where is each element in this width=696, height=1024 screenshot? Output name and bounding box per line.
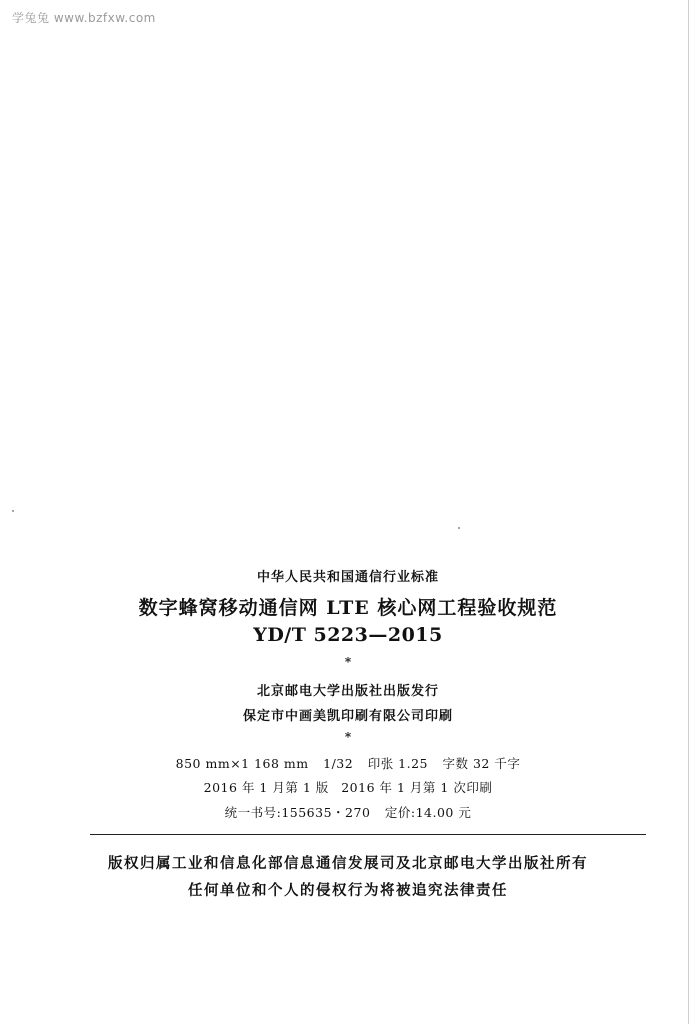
scan-speck xyxy=(458,527,460,529)
scan-speck xyxy=(12,510,14,512)
edition-info: 2016 年 1 月第 1 版 xyxy=(203,780,329,795)
separator-star: * xyxy=(344,655,352,669)
paper-size: 850 mm×1 168 mm xyxy=(175,756,309,771)
copyright-notice-line-2: 任何单位和个人的侵权行为将被追究法律责任 xyxy=(188,882,508,899)
standard-title: 数字蜂窝移动通信网 LTE 核心网工程验收规范 xyxy=(138,597,558,619)
fold-size: 1/32 xyxy=(323,756,354,771)
watermark-text: 学兔兔 www.bzfxw.com xyxy=(12,11,156,25)
book-number: 统一书号:155635・270 xyxy=(224,805,371,820)
printed-sheets: 印张 1.25 xyxy=(367,756,428,771)
word-count: 字数 32 千字 xyxy=(442,756,521,771)
publisher-line: 北京邮电大学出版社出版发行 xyxy=(256,684,439,699)
separator-star: * xyxy=(344,730,352,744)
standard-series: 中华人民共和国通信行业标准 xyxy=(256,570,439,585)
divider-rule xyxy=(90,834,646,835)
printer-line: 保定市中画美凯印刷有限公司印刷 xyxy=(242,709,453,724)
edition-line xyxy=(0,778,696,796)
printing-info: 2016 年 1 月第 1 次印刷 xyxy=(341,780,493,795)
copyright-notice-line-1: 版权归属工业和信息化部信息通信发展司及北京邮电大学出版社所有 xyxy=(108,855,588,872)
format-line xyxy=(0,754,696,772)
book-price: 定价:14.00 元 xyxy=(384,805,472,820)
price-line xyxy=(0,803,696,821)
standard-number: YD/T 5223—2015 xyxy=(253,624,443,646)
